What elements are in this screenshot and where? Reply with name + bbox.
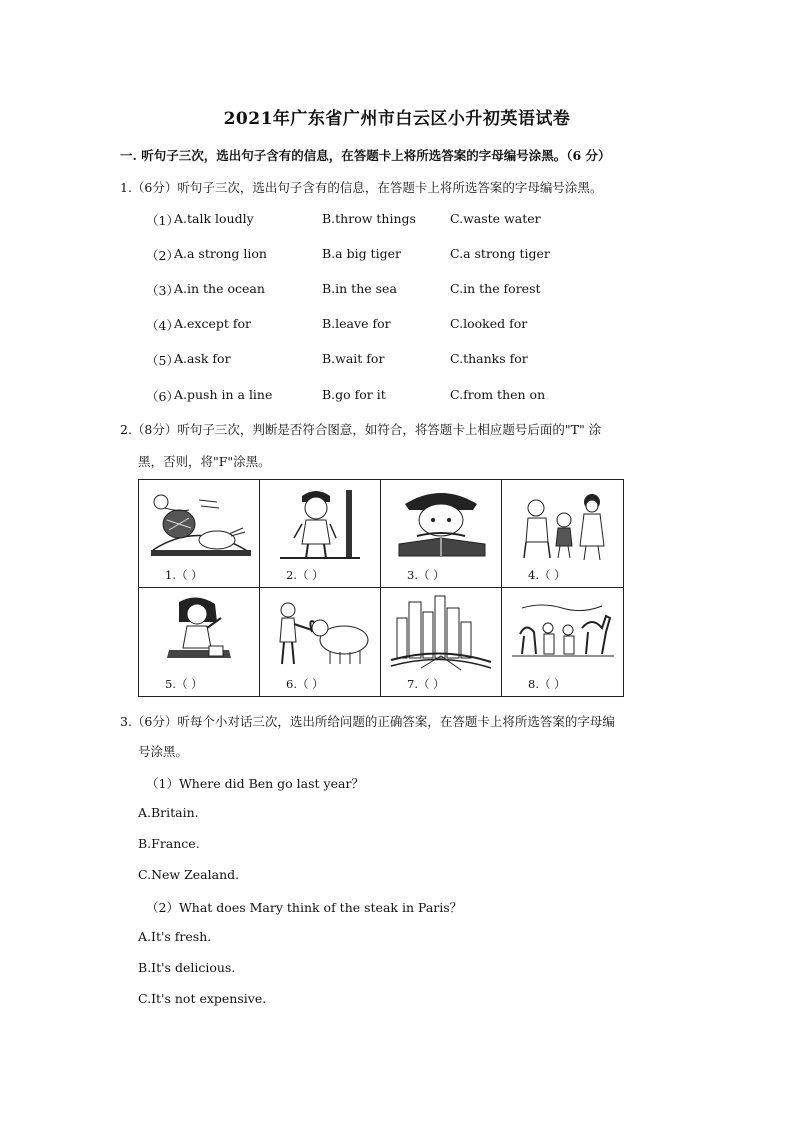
question-1-stem: 1.（6分）听句子三次，选出句子含有的信息，在答题卡上将所选答案的字母编号涂黑。 [120, 180, 603, 195]
answer-option: A.It's fresh. [138, 929, 212, 944]
option-b: B.go for it [322, 387, 386, 402]
answer-option: A.Britain. [138, 805, 199, 820]
picture-5-label: 5.（ ） [165, 677, 203, 691]
question-2-stem: 2.（8分）听句子三次，判断是否符合图意，如符合，将答题卡上相应题号后面的"T" 涂 [120, 422, 602, 437]
option-b: B.leave for [322, 316, 391, 331]
option-b: B.in the sea [322, 281, 397, 296]
option-number: （4） [146, 318, 179, 333]
option-c: C.from then on [450, 387, 546, 402]
picture-4 [502, 480, 623, 588]
option-a: A.a strong lion [174, 246, 267, 261]
option-c: C.waste water [450, 211, 541, 226]
picture-1 [139, 480, 260, 588]
picture-2-label: 2.（ ） [286, 568, 324, 582]
picture-3 [381, 480, 502, 588]
option-a: A.ask for [174, 351, 231, 366]
question-3-sub-1: （1）Where did Ben go last year？ [146, 776, 364, 791]
picture-3-label: 3.（ ） [407, 568, 445, 582]
picture-7 [381, 588, 502, 696]
option-b: B.a big tiger [322, 246, 401, 261]
picture-2 [260, 480, 381, 588]
option-b: B.wait for [322, 351, 385, 366]
picture-4-label: 4.（ ） [528, 568, 566, 582]
picture-8 [502, 588, 623, 696]
picture-5 [139, 588, 260, 696]
option-a: A.push in a line [174, 387, 273, 402]
option-a: A.in the ocean [174, 281, 265, 296]
picture-1-label: 1.（ ） [165, 568, 203, 582]
option-c: C.thanks for [450, 351, 528, 366]
question-3-stem-cont: 号涂黑。 [138, 744, 189, 759]
question-3-stem: 3.（6分）听每个小对话三次，选出所给问题的正确答案，在答题卡上将所选答案的字母编 [120, 714, 615, 729]
option-number: （5） [146, 353, 179, 368]
picture-6 [260, 588, 381, 696]
answer-option: C.It's not expensive. [138, 991, 267, 1006]
option-c: C.in the forest [450, 281, 541, 296]
answer-option: B.It's delicious. [138, 960, 236, 975]
option-number: （3） [146, 283, 179, 298]
option-a: A.talk loudly [174, 211, 254, 226]
section-heading: 一. 听句子三次，选出句子含有的信息，在答题卡上将所选答案的字母编号涂黑。（6 分） [120, 148, 611, 163]
page-title: 2021年广东省广州市白云区小升初英语试卷 [223, 109, 571, 129]
option-c: C.looked for [450, 316, 528, 331]
option-b: B.throw things [322, 211, 416, 226]
option-number: （1） [146, 213, 179, 228]
option-a: A.except for [174, 316, 251, 331]
picture-6-label: 6.（ ） [286, 677, 324, 691]
question-2-stem-cont: 黑，否则，将"F"涂黑。 [138, 454, 271, 469]
option-number: （6） [146, 389, 179, 404]
picture-7-label: 7.（ ） [407, 677, 445, 691]
picture-8-label: 8.（ ） [528, 677, 566, 691]
answer-option: B.France. [138, 836, 200, 851]
answer-option: C.New Zealand. [138, 867, 240, 882]
question-3-sub-2: （2）What does Mary think of the steak in Paris？ [146, 900, 463, 915]
option-c: C.a strong tiger [450, 246, 550, 261]
picture-grid [138, 479, 624, 697]
option-number: （2） [146, 248, 179, 263]
